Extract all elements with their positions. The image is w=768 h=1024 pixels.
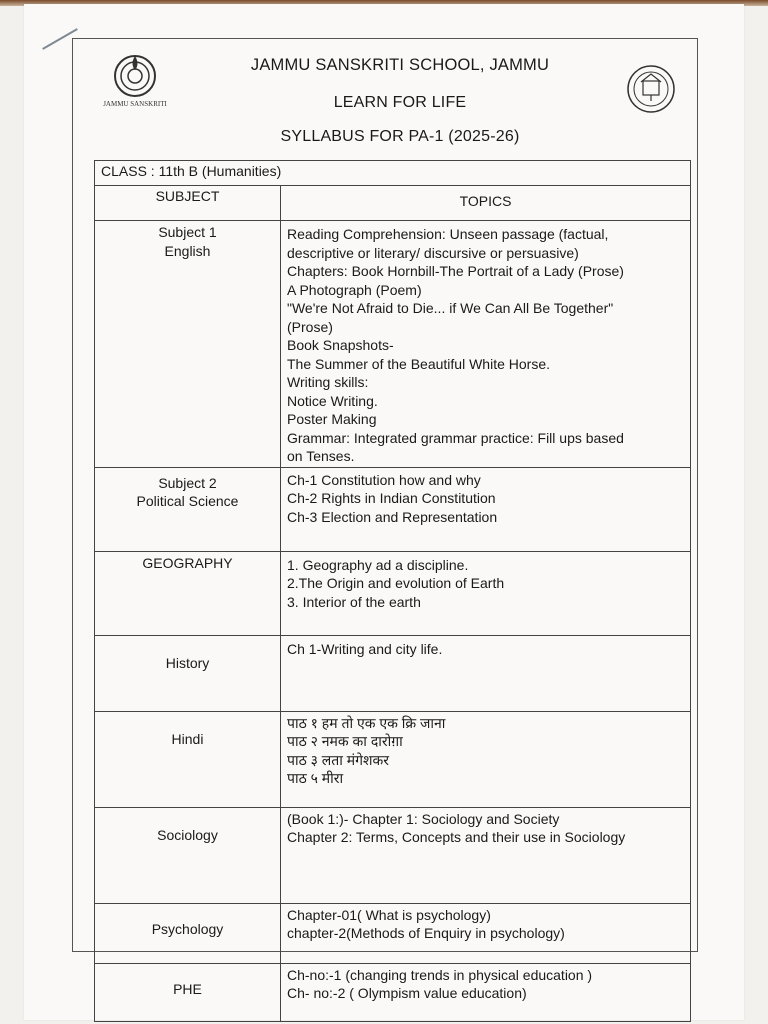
header-row [95,186,691,221]
topics-cell [281,963,691,1021]
topic-line: Grammar: Integrated grammar practice: Fill ups based [287,429,624,446]
topics-cell [281,467,691,551]
table-row [95,963,691,1021]
table-row [95,467,691,551]
topic-line: Ch-3 Election and Representation [287,508,498,525]
subject-cell [95,903,281,963]
topic-line: Ch-1 Constitution how and why [287,471,481,488]
topic-line: पाठ ५ मीरा [287,770,344,786]
topic-line: A Photograph (Poem) [287,281,422,298]
subject-line: Sociology [157,826,218,843]
topics-cell [281,635,691,711]
subject-cell [95,635,281,711]
topic-line: Ch-no:-1 (changing trends in physical education ) [287,966,593,983]
syllabus-title: SYLLABUS FOR PA-1 (2025-26) [280,128,520,145]
topic-line: Chapter-01( What is psychology) [287,906,491,923]
topic-line: Ch 1-Writing and city life. [287,640,443,657]
table-row [95,711,691,807]
subject-cell [95,807,281,903]
topic-line: 1. Geography ad a discipline. [287,556,469,573]
topic-line: 3. Interior of the earth [287,593,421,610]
subject-cell [95,963,281,1021]
topic-line: descriptive or literary/ discursive or persuasive) [287,244,579,261]
cbse-emblem [626,64,676,114]
subject-line: GEOGRAPHY [142,554,233,571]
topic-line: (Prose) [287,318,333,335]
topic-line: Chapters: Book Hornbill-The Portrait of a Lady (Prose) [287,263,624,279]
table-row [95,807,691,903]
subject-cell [95,467,281,551]
topic-line: पाठ २ नमक का दारोग़ा [287,733,403,749]
school-logo [100,52,170,114]
topic-line: Book Snapshots- [287,337,394,353]
subject-line: Subject 1 [158,224,217,240]
syllabus-table [94,160,691,1022]
topic-line: (Book 1:)- Chapter 1: Sociology and Society [287,810,560,827]
subject-cell [95,711,281,807]
subject-header: SUBJECT [95,186,281,221]
class-label: CLASS : 11th B (Humanities) [95,161,691,186]
subject-line: Psychology [151,920,224,937]
table-row [95,221,691,468]
school-motto: LEARN FOR LIFE [333,94,467,111]
table-row [95,903,691,963]
topic-line: 2.The Origin and evolution of Earth [287,575,505,591]
table-row [95,635,691,711]
subject-line: History [165,654,210,671]
topics-cell [281,903,691,963]
topic-line: chapter-2(Methods of Enquiry in psychology) [287,925,565,941]
topic-line: Notice Writing. [287,392,378,409]
topic-line: Reading Comprehension: Unseen passage (factual, [287,226,609,242]
topic-line: Writing skills: [287,374,369,390]
topic-line: Poster Making [287,411,377,427]
topic-line: on Tenses. [287,448,355,464]
topic-line: Chapter 2: Terms, Concepts and their use in Sociology [287,829,626,845]
topic-line: "We're Not Afraid to Die... if We Can All Be Together" [287,300,614,316]
topics-cell [281,221,691,468]
subject-line: PHE [173,980,202,997]
topics-cell [281,551,691,635]
school-name: JAMMU SANSKRITI SCHOOL, JAMMU [250,56,550,74]
topics-cell [281,807,691,903]
school-logo-text: JAMMU SANSKRITI [103,100,167,108]
subject-line: Political Science [136,493,239,509]
table-row [95,551,691,635]
subject-line: English [164,242,211,259]
subject-cell [95,551,281,635]
topics-header: TOPICS [281,186,691,221]
subject-line: Subject 2 [158,474,217,491]
topic-line: Ch-2 Rights in Indian Constitution [287,490,496,506]
subject-line: Hindi [171,730,204,747]
topic-line: पाठ ३ लता मंगेशकर [287,751,390,768]
class-row [95,161,691,186]
subject-cell [95,221,281,468]
topic-line: The Summer of the Beautiful White Horse. [287,355,550,372]
topics-cell [281,711,691,807]
topic-line: पाठ १ हम तो एक एक क्रि जाना [287,714,446,731]
topic-line: Ch- no:-2 ( Olympism value education) [287,985,527,1001]
